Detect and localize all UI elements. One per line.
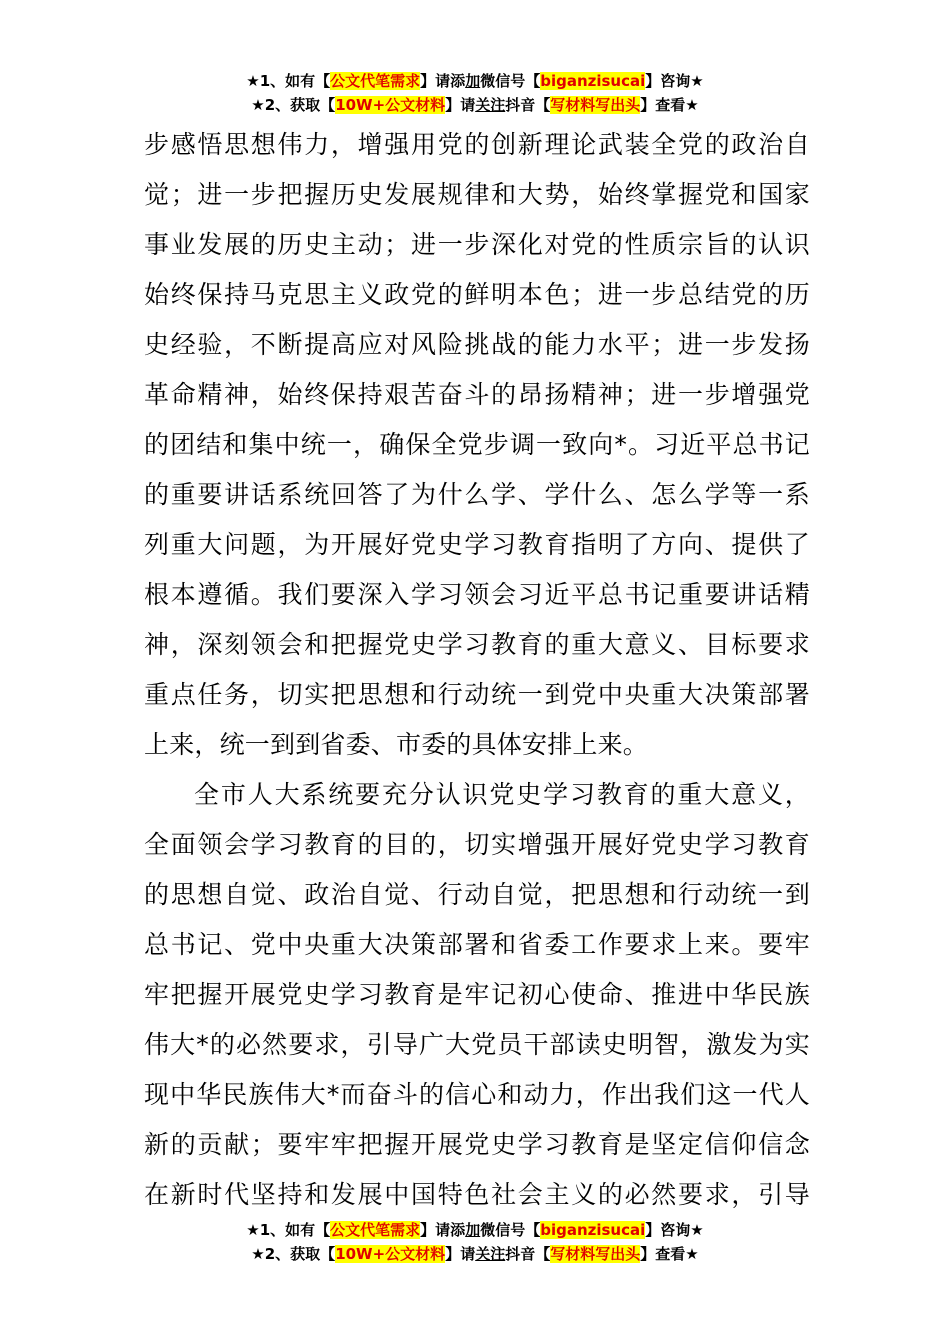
banner-text: ★1、如有【 [246,1221,331,1239]
banner-text: 抖音【 [505,1245,551,1263]
banner-text: 】请添 [420,72,466,90]
text-line: 现中华民族伟大*而奋斗的信心和动力，作出我们这一代人 [144,1080,810,1109]
text-line: 革命精神，始终保持艰苦奋斗的昂扬精神；进一步增强党 [144,380,810,409]
banner-text: 微信号【 [480,72,541,90]
banner-text: 】咨询★ [645,72,704,90]
text-line: 神，深刻领会和把握党史学习教育的重大意义、目标要求 [144,630,810,659]
banner-underlined: 加 [465,72,481,90]
text-line: 觉；进一步把握历史发展规律和大势，始终掌握党和国家 [144,180,810,209]
banner-line-1 [0,69,950,93]
highlight-douyin: 写材料写出头 [550,96,641,114]
banner-underlined: 关注 [475,1245,506,1263]
highlight-wechat-id: biganzisucai [540,1221,646,1239]
highlight-service: 公文代笔需求 [330,72,421,90]
highlight-materials: 10W+公文材料 [335,96,446,114]
banner-text: 微信号【 [480,1221,541,1239]
text-line: 伟大*的必然要求，引导广大党员干部读史明智，激发为实 [144,1030,810,1059]
banner-text: 】请添 [420,1221,466,1239]
banner-text: 】咨询★ [645,1221,704,1239]
text-line: 全面领会学习教育的目的，切实增强开展好党史学习教育 [144,830,810,859]
paragraph-1 [144,120,810,770]
text-line: 步感悟思想伟力，增强用党的创新理论武装全党的政治自 [144,130,810,159]
text-line: 的重要讲话系统回答了为什么学、学什么、怎么学等一系 [144,480,810,509]
text-line: 在新时代坚持和发展中国特色社会主义的必然要求，引导 [144,1180,810,1209]
text-line: 全市人大系统要充分认识党史学习教育的重大意义， [194,780,810,809]
paragraph-2 [144,770,810,1220]
banner-text: ★2、获取【 [251,1245,336,1263]
text-line: 重点任务，切实把思想和行动统一到党中央重大决策部署 [144,680,810,709]
bottom-banner [0,1218,950,1266]
text-line: 史经验，不断提高应对风险挑战的能力水平；进一步发扬 [144,330,810,359]
banner-underlined: 关注 [475,96,506,114]
highlight-douyin: 写材料写出头 [550,1245,641,1263]
banner-underlined: 加 [465,1221,481,1239]
banner-text: ★2、获取【 [251,96,336,114]
text-line: 事业发展的历史主动；进一步深化对党的性质宗旨的认识 [144,230,810,259]
text-line: 新的贡献；要牢牢把握开展党史学习教育是坚定信仰信念 [144,1130,810,1159]
text-line: 上来，统一到到省委、市委的具体安排上来。 [144,730,649,759]
text-line: 总书记、党中央重大决策部署和省委工作要求上来。要牢 [144,930,810,959]
banner-line-1 [0,1218,950,1242]
banner-text: ★1、如有【 [246,72,331,90]
banner-text: 】请 [445,1245,476,1263]
banner-line-2 [0,93,950,117]
banner-text: 抖音【 [505,96,551,114]
banner-text: 】查看★ [640,1245,699,1263]
top-banner [0,69,950,117]
document-body [144,120,810,1220]
text-line: 列重大问题，为开展好党史学习教育指明了方向、提供了 [144,530,810,559]
text-line: 牢把握开展党史学习教育是牢记初心使命、推进中华民族 [144,980,810,1009]
text-line: 始终保持马克思主义政党的鲜明本色；进一步总结党的历 [144,280,810,309]
banner-line-2 [0,1242,950,1266]
text-line: 的团结和集中统一，确保全党步调一致向*。习近平总书记 [144,430,810,459]
highlight-materials: 10W+公文材料 [335,1245,446,1263]
text-line: 的思想自觉、政治自觉、行动自觉，把思想和行动统一到 [144,880,810,909]
text-line: 根本遵循。我们要深入学习领会习近平总书记重要讲话精 [144,580,810,609]
highlight-service: 公文代笔需求 [330,1221,421,1239]
banner-text: 】请 [445,96,476,114]
banner-text: 】查看★ [640,96,699,114]
highlight-wechat-id: biganzisucai [540,72,646,90]
